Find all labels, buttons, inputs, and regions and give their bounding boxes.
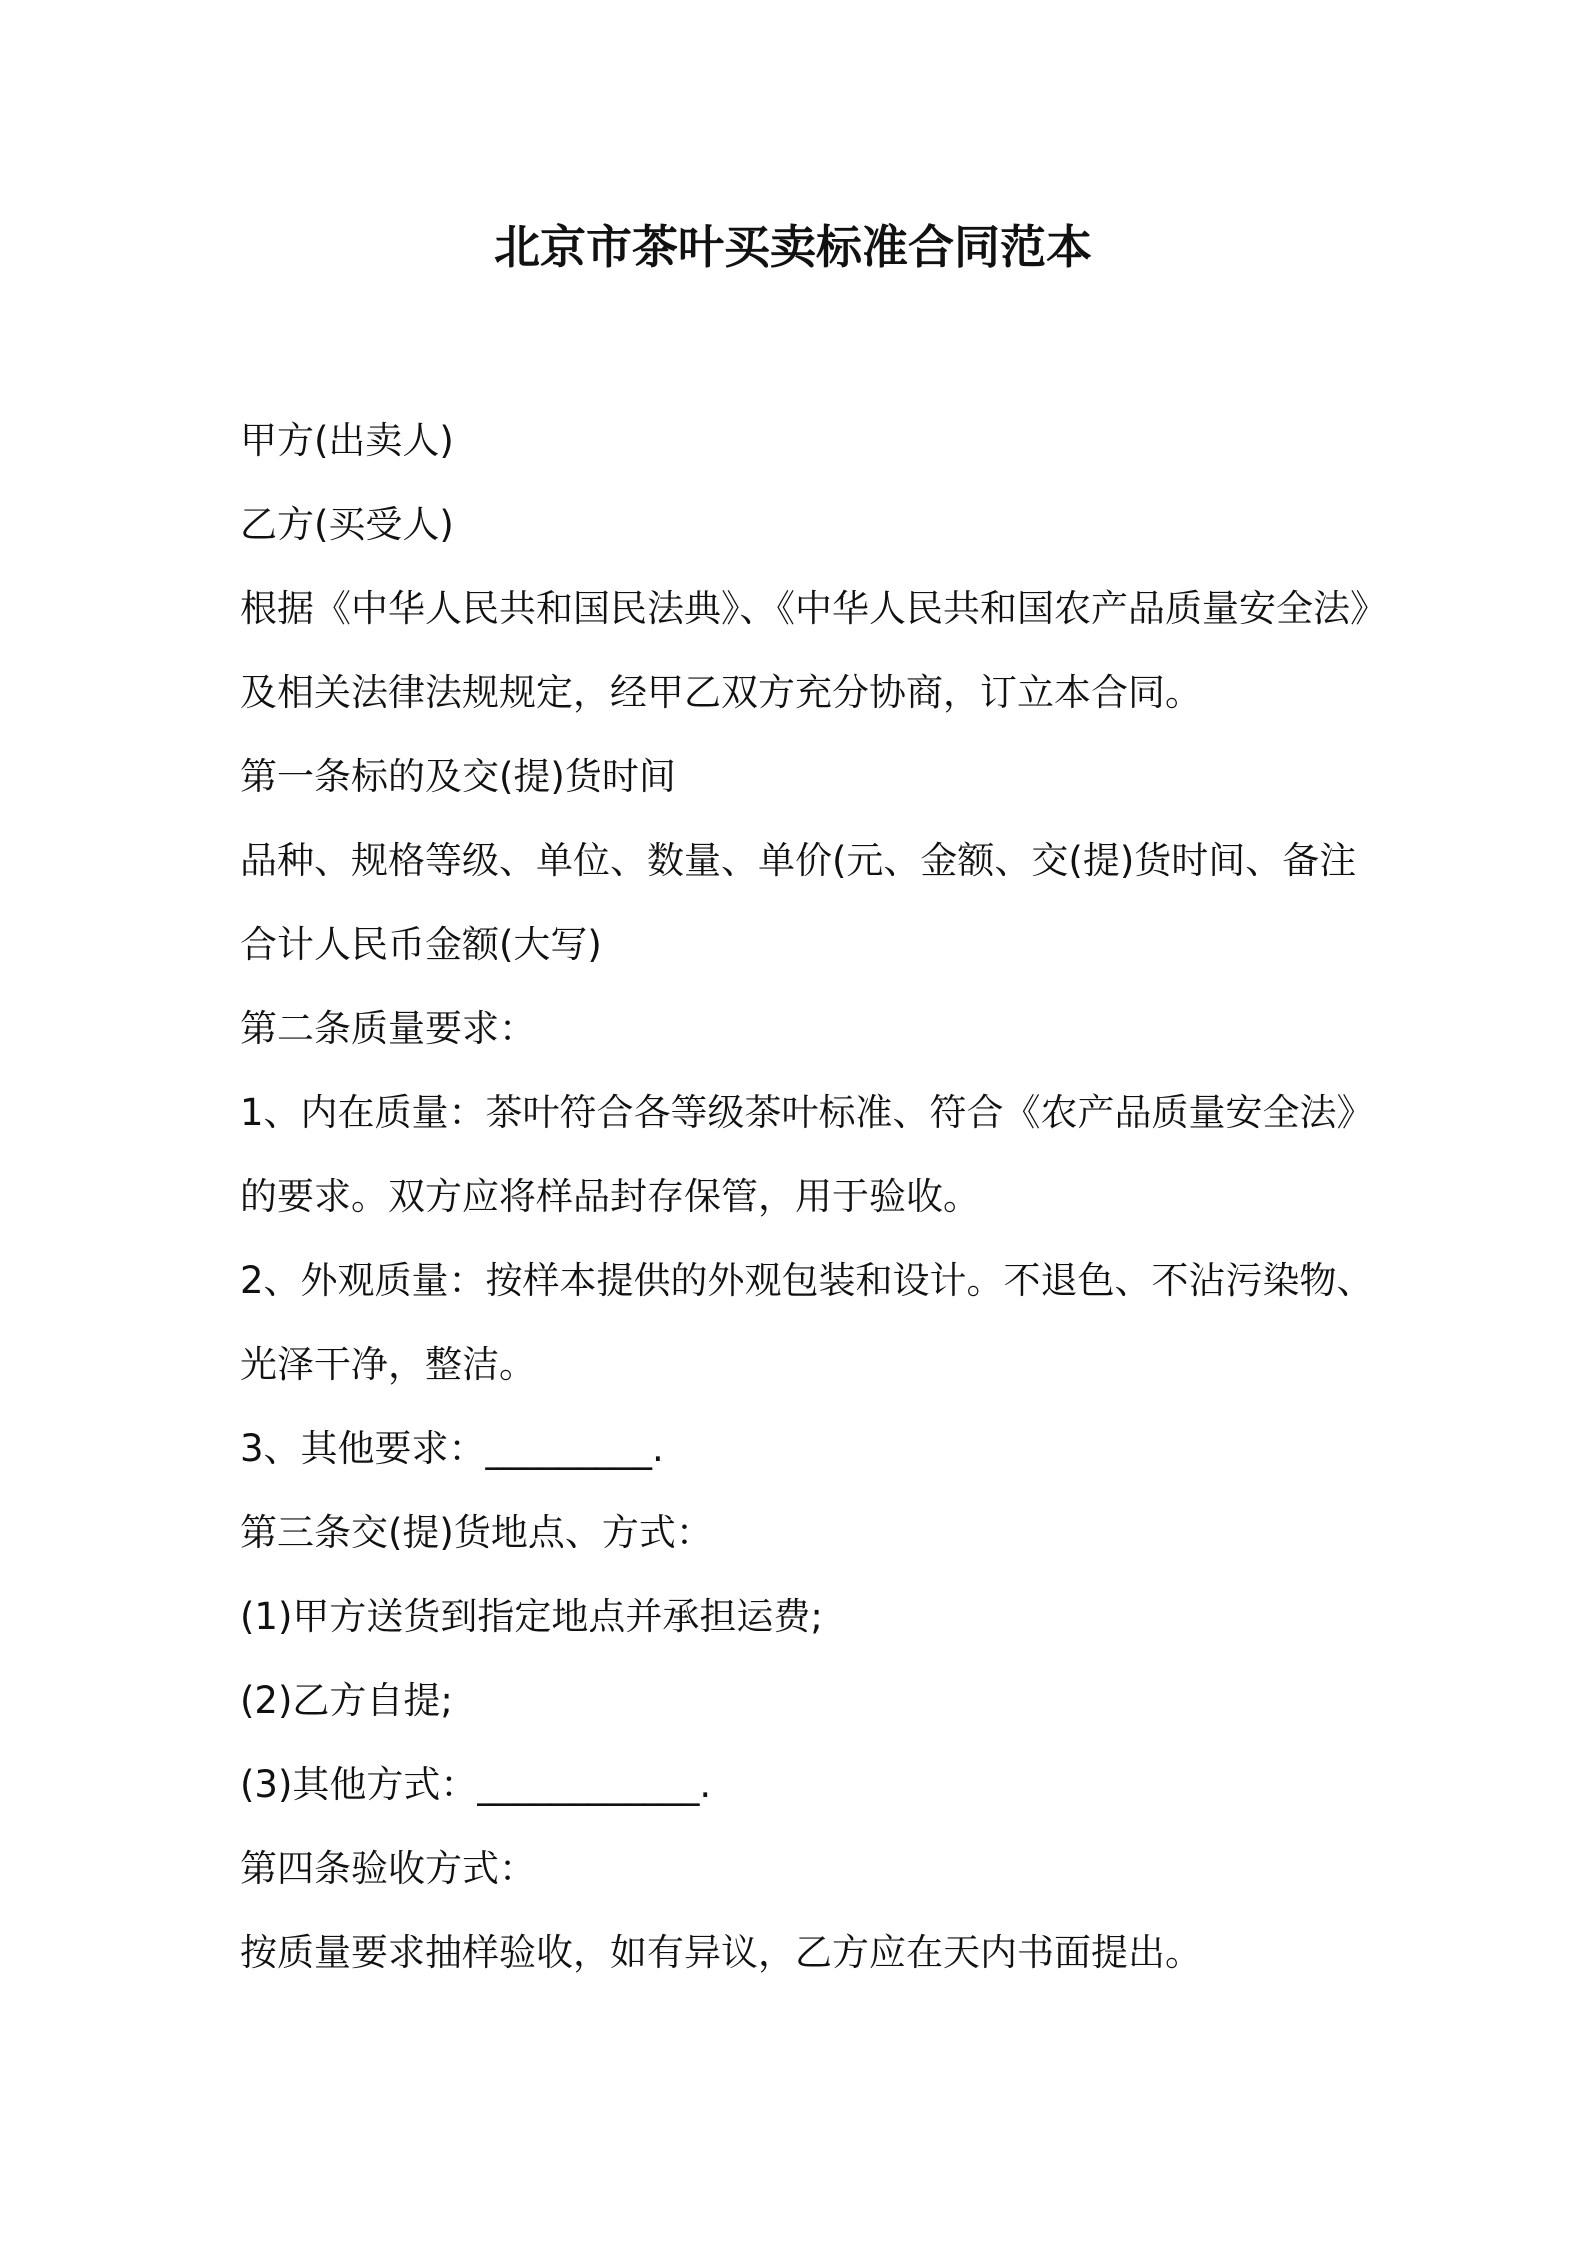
document-title: 北京市茶叶买卖标准合同范本 (494, 220, 1092, 274)
preamble-line-1: 根据《中华人民共和国民法典》、《中华人民共和国农产品质量安全法》 (240, 587, 1387, 630)
party-b-line: 乙方(买受人) (240, 503, 454, 546)
article-4-body: 按质量要求抽样验收，如有异议，乙方应在天内书面提出。 (240, 1931, 1202, 1974)
article-2-item-1-line-1: 1、内在质量：茶叶符合各等级茶叶标准、符合《农产品质量安全法》 (240, 1091, 1374, 1134)
article-2-heading: 第二条质量要求： (240, 1007, 536, 1050)
article-1-heading: 第一条标的及交(提)货时间 (240, 755, 676, 798)
article-3-option-1: (1)甲方送货到指定地点并承担运费; (240, 1595, 823, 1638)
document-body (240, 399, 1410, 1995)
article-1-columns: 品种、规格等级、单位、数量、单价(元、金额、交(提)货时间、备注 (240, 839, 1357, 882)
article-2-item-2-line-2: 光泽干净，整洁。 (240, 1343, 536, 1386)
preamble-line-2: 及相关法律法规规定，经甲乙双方充分协商，订立本合同。 (240, 671, 1202, 714)
article-3-heading: 第三条交(提)货地点、方式： (240, 1511, 713, 1554)
article-3-option-2: (2)乙方自提; (240, 1679, 453, 1722)
article-3-option-3: (3)其他方式：____________. (240, 1763, 712, 1806)
party-a-line: 甲方(出卖人) (240, 419, 454, 462)
article-2-item-2-line-1: 2、外观质量：按样本提供的外观包装和设计。不退色、不沾污染物、 (240, 1259, 1374, 1302)
article-1-total: 合计人民币金额(大写) (240, 923, 602, 966)
article-2-item-1-line-2: 的要求。双方应将样品封存保管，用于验收。 (240, 1175, 980, 1218)
article-4-heading: 第四条验收方式： (240, 1847, 536, 1890)
article-2-item-3: 3、其他要求：_________. (240, 1427, 664, 1470)
